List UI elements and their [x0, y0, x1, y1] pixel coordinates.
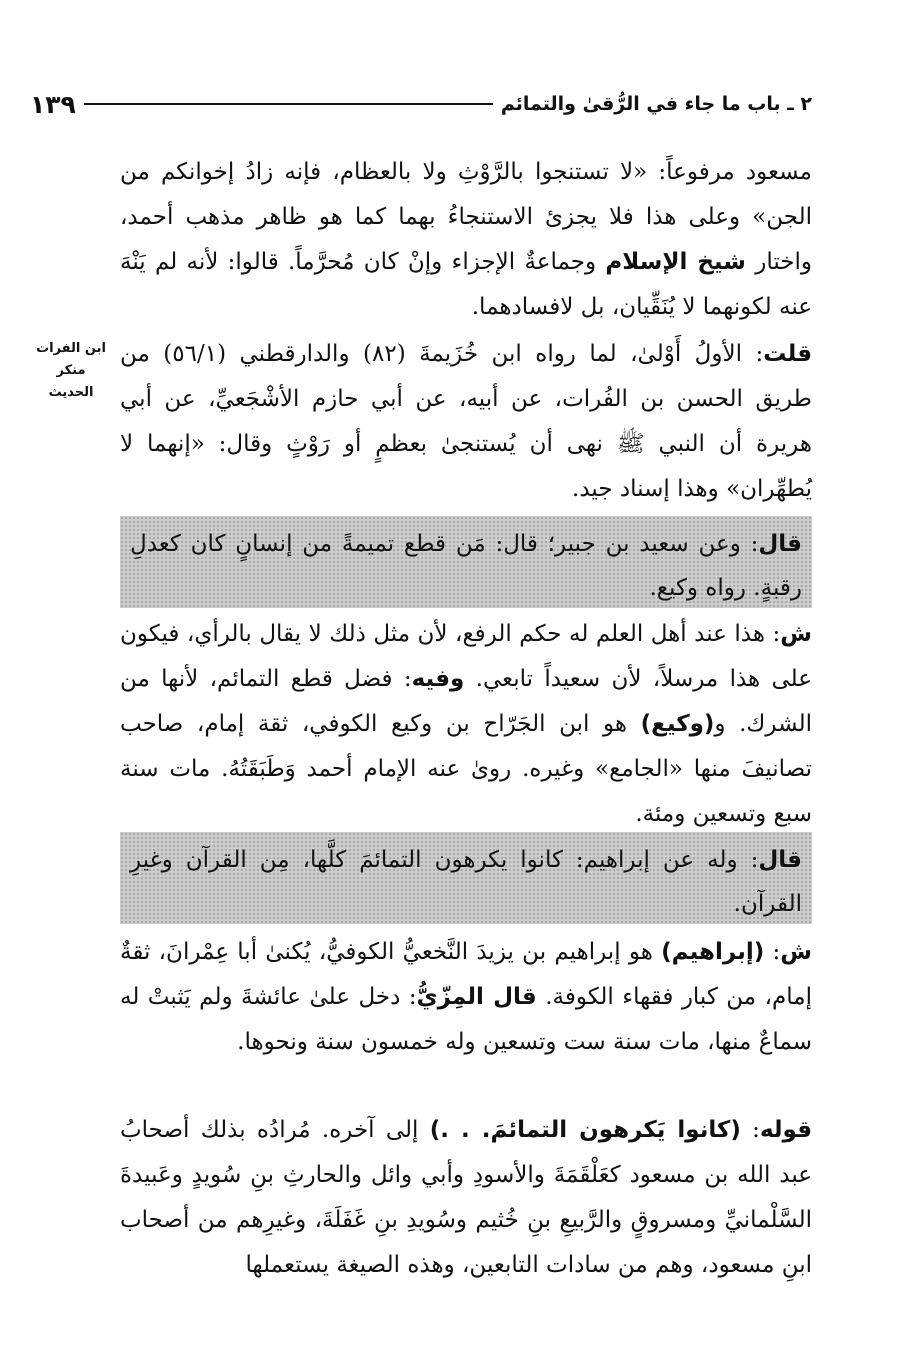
paragraph-text: : فضل قطع التمائم، لأنها من الشرك. و: [120, 666, 812, 737]
running-header: [30, 86, 812, 122]
paragraph-label: قلت: [763, 341, 813, 367]
keyword-waki: (وكيع): [640, 711, 715, 737]
keyword-quote: (كانوا يَكرهون التمائمَ. . .): [429, 1117, 741, 1143]
quoted-text-1: [120, 516, 812, 608]
margin-note-line: منكر: [56, 363, 86, 378]
paragraph-text: :: [740, 1117, 760, 1143]
keyword-wafihi: وفيه: [411, 666, 465, 692]
quote-text: : وله عن إبراهيم: كانوا يكرهون التمائمَ كلَّها، مِن القرآن وغيرِ القرآن.: [130, 847, 802, 917]
quote-label: قال: [758, 847, 802, 873]
paragraph-text: هو ابن الجَرّاح بن وكيع الكوفي، ثقة إمام، صاحب تصانيفَ منها «الجامع» وغيره. روىٰ عنه الإمام أحمد وَطَبَقَتُهُ. مات سنة سبع وتسعين ومئة.: [120, 711, 812, 827]
paragraph-7: [120, 1108, 812, 1288]
paragraph-text: إلى آخره. مُرادُه بذلك أصحابُ عبد الله بن مسعود كعَلْقَمَةَ والأسودِ وأبي وائل والحارثِ بنِ سُويدٍ وعَبيدةَ السَّلْمانيِّ ومسروقٍ والرَّبيعِ بنِ خُثيم وسُويدِ بنِ غَفَلَةَ، وغيرِهم من أصحاب ابنِ مسعود، وهم من سادات التابعين، وهذه الصيغة يستعملها: [120, 1117, 812, 1278]
paragraph-1: [120, 150, 812, 330]
quote-label: قال: [758, 531, 802, 557]
header-rule: [84, 103, 493, 105]
paragraph-text: مسعود مرفوعاً: «لا تستنجوا بالرَّوْثِ ولا بالعظام، فإنه زادُ إخوانكم من الجن» وعلى هذا فلا يجزئ الاستنجاءُ بهما كما هو ظاهر مذهب أحمد، واختار: [120, 159, 812, 275]
keyword-al-mizzi: قال المِزّيُّ: [416, 984, 537, 1010]
paragraph-text: : هذا عند أهل العلم له حكم الرفع، لأن مثل ذلك لا يقال بالرأي، فيكون على هذا مرسلاً، لأن سعيداً تابعي.: [120, 621, 813, 692]
page-number: ١٣٩: [30, 89, 76, 119]
chapter-title: ٢ ـ باب ما جاء في الرُّقىٰ والتمائم: [500, 93, 812, 115]
paragraph-text: :: [764, 939, 781, 965]
paragraph-label: قوله: [759, 1117, 813, 1143]
paragraph-text: هو إبراهيم بن يزيدَ النَّخعيُّ الكوفيُّ، يُكنىٰ أبا عِمْرانَ، ثقةٌ إمام، من كبار فقهاء الكوفة.: [120, 939, 812, 1010]
keyword-shaykh-al-islam: شيخ الإسلام: [605, 249, 746, 275]
margin-note: [28, 338, 114, 404]
paragraph-2: [120, 332, 812, 512]
paragraph-label: ش: [780, 621, 812, 647]
margin-note-line: ابن الفرات: [36, 341, 106, 356]
paragraph-text: : دخل علىٰ عائشةَ ولم يَثبتْ له سماعٌ منها، مات سنة ست وتسعين وله خمسون سنة ونحوها.: [120, 984, 812, 1055]
quote-text: : وعن سعيد بن جبير؛ قال: مَن قطع تميمةً من إنسانٍ كان كعدلِ رقبةٍ. رواه وكيع.: [130, 531, 802, 601]
paragraph-6: [120, 930, 812, 1065]
paragraph-4: [120, 612, 812, 837]
paragraph-label: ش: [780, 939, 812, 965]
margin-note-line: الحديث: [48, 385, 94, 400]
paragraph-text: : الأولُ أَوْلىٰ، لما رواه ابن خُزَيمةَ (٨٢) والدارقطني (٥٦/١) من طريق الحسن بن الفُرات، عن أبيه، عن أبي حازم الأشْجَعيِّ، عن أبي هريرة أن النبي ﷺ نهى أن يُستنجىٰ بعظمٍ أو رَوْثٍ وقال: «إنهما لا يُطهِّران» وهذا إسناد جيد.: [120, 341, 812, 502]
paragraph-text: وجماعةٌ الإجزاء وإنْ كان مُحرَّماً. قالوا: لأنه لم يَنْهَ عنه لكونهما لا يُنَقِّيان، بل لافسادهما.: [120, 249, 812, 320]
quoted-text-2: [120, 832, 812, 924]
keyword-ibrahim: (إبراهيم): [661, 939, 765, 965]
